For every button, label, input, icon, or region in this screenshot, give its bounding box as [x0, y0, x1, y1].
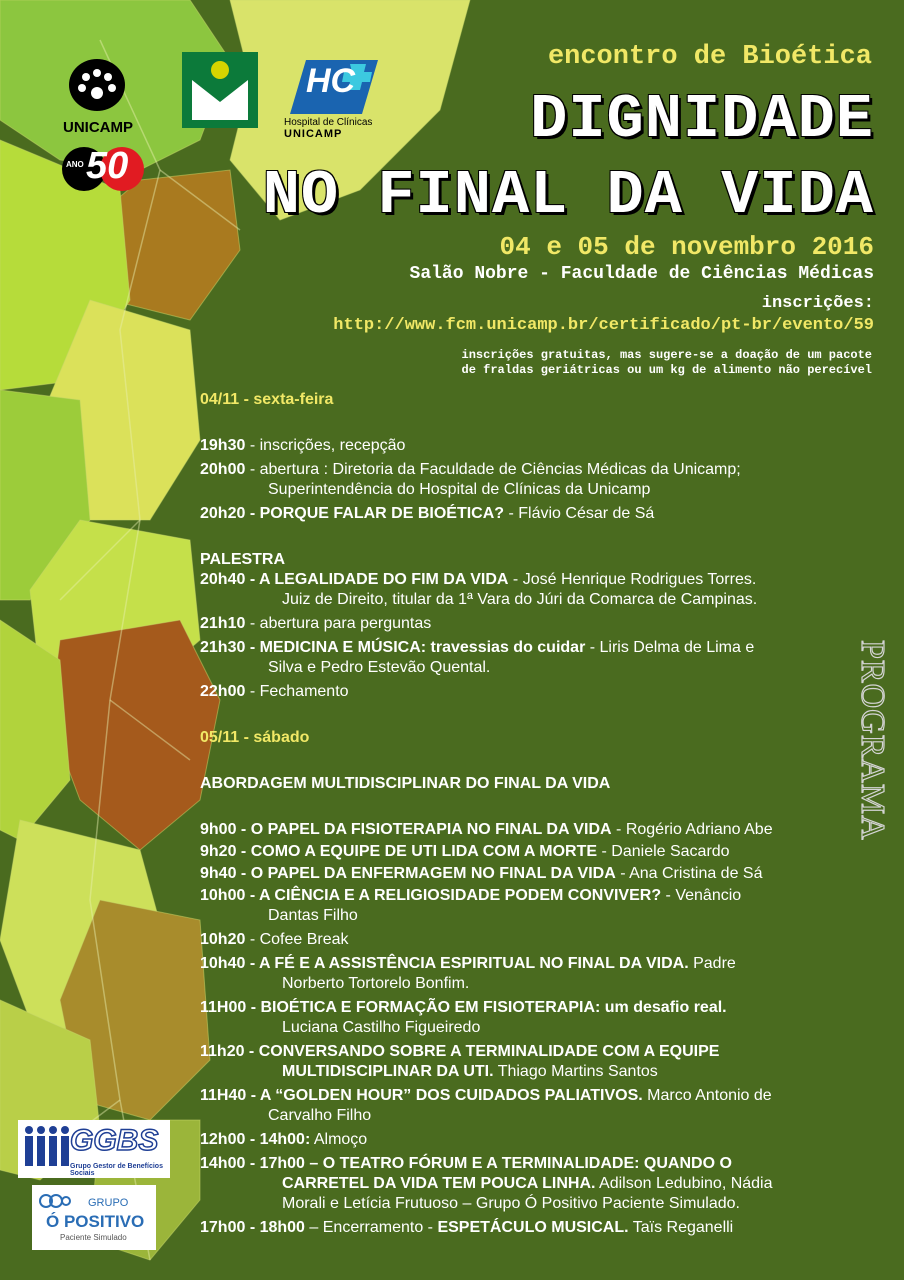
schedule-item: [200, 864, 860, 884]
schedule-item: [200, 638, 860, 658]
item-text: - Liris Delma de Lima e: [585, 639, 755, 656]
day1-heading: [200, 390, 860, 410]
schedule-item: [200, 436, 860, 456]
item-text: - Fechamento: [245, 683, 349, 700]
hc-line2: UNICAMP: [284, 128, 343, 140]
event-date: 04 e 05 de novembro 2016: [499, 232, 874, 262]
item-title: 9h40 - O PAPEL DA ENFERMAGEM NO FINAL DA VIDA: [200, 865, 616, 882]
programa-vertical-label: [852, 640, 892, 910]
item-text: - Cofee Break: [245, 931, 349, 948]
item-text: - Rogério Adriano Abe: [611, 821, 773, 838]
item-text: Adilson Ledubino, Nádia: [595, 1175, 773, 1192]
opositivo-logo: [32, 1185, 156, 1250]
item-title: 10h40 - A FÉ E A ASSISTÊNCIA ESPIRITUAL NO FINAL DA VIDA.: [200, 955, 689, 972]
item-title: ESPETÁCULO MUSICAL.: [437, 1219, 629, 1236]
day2-heading: [200, 728, 860, 748]
note-line2: de fraldas geriátricas ou um kg de alimento não perecível: [461, 363, 872, 377]
hc-line1: Hospital de Clínicas: [284, 117, 373, 128]
item-time: 21h10: [200, 615, 246, 632]
schedule-item: [200, 1154, 860, 1174]
note-line1: inscrições gratuitas, mas sugere-se a doação de um pacote: [461, 348, 872, 362]
item-title: - PORQUE FALAR DE BIOÉTICA?: [245, 505, 505, 522]
programa-vertical-text: PROGRAMA: [854, 640, 891, 841]
item-text: - abertura : Diretoria da Faculdade de Ciências Médicas da Unicamp;: [245, 461, 741, 478]
item-text: - Ana Cristina de Sá: [615, 865, 763, 882]
item-continuation: [200, 1174, 860, 1194]
ggbs-name: GGBS: [70, 1124, 159, 1157]
item-text: Almoço: [310, 1131, 368, 1148]
item-title: MULTIDISCIPLINAR DA UTI.: [282, 1063, 494, 1080]
day1-weekday: - sexta-feira: [243, 391, 334, 408]
item-text: - inscrições, recepção: [245, 437, 406, 454]
anniversary-number: 50: [86, 145, 129, 187]
item-title: - A LEGALIDADE DO FIM DA VIDA: [245, 571, 509, 588]
hc-letters: HC: [306, 62, 356, 100]
opositivo-group: GRUPO: [88, 1197, 129, 1209]
item-continuation: Luciana Castilho Figueiredo: [282, 1019, 481, 1036]
day2-weekday: - sábado: [243, 729, 310, 746]
item-time: 10h20: [200, 931, 246, 948]
item-time: 21h30: [200, 639, 246, 656]
item-title: 11H40 - A “GOLDEN HOUR” DOS CUIDADOS PALIATIVOS.: [200, 1087, 643, 1104]
item-title: 9h20 - COMO A EQUIPE DE UTI LIDA COM A MORTE: [200, 843, 598, 860]
item-continuation: Silva e Pedro Estevão Quental.: [268, 659, 491, 676]
opositivo-icon: [38, 1191, 72, 1211]
section-heading: ABORDAGEM MULTIDISCIPLINAR DO FINAL DA VIDA: [200, 775, 611, 792]
item-time: 22h00: [200, 683, 246, 700]
schedule-item: [200, 1042, 860, 1062]
section-heading: PALESTRA: [200, 551, 286, 568]
item-continuation: Morali e Letícia Frutuoso – Grupo Ó Positivo Paciente Simulado.: [282, 1195, 740, 1212]
schedule-item: [200, 570, 860, 590]
item-text: Thiago Martins Santos: [493, 1063, 658, 1080]
registration-url[interactable]: http://www.fcm.unicamp.br/certificado/pt-br/evento/59: [333, 316, 874, 335]
item-text: - José Henrique Rodrigues Torres.: [508, 571, 757, 588]
item-time: 20h20: [200, 505, 246, 522]
item-text: Marco Antonio de: [642, 1087, 772, 1104]
item-text: Taïs Reganelli: [628, 1219, 734, 1236]
opositivo-sub: Paciente Simulado: [60, 1233, 127, 1242]
schedule-item: [200, 504, 860, 524]
item-continuation: Norberto Tortorelo Bonfim.: [282, 975, 470, 992]
ggbs-full: Grupo Gestor de Benefícios Sociais: [70, 1163, 163, 1177]
day2-date: 05/11: [200, 729, 240, 746]
item-time: 19h30: [200, 437, 246, 454]
schedule-item: [200, 886, 860, 906]
item-time: 20h40: [200, 571, 246, 588]
item-continuation: Juiz de Direito, titular da 1ª Vara do Júri da Comarca de Campinas.: [282, 591, 758, 608]
item-title: - MEDICINA E MÚSICA: travessias do cuidar: [245, 639, 586, 656]
item-title: 10h00 - A CIÊNCIA E A RELIGIOSIDADE PODEM CONVIVER?: [200, 887, 662, 904]
schedule-item: [200, 820, 860, 840]
item-title: 12h00 - 14h00:: [200, 1131, 311, 1148]
unicamp-logo-text: UNICAMP: [63, 119, 133, 136]
item-title: 14h00 - 17h00 – O TEATRO FÓRUM E A TERMINALIDADE: QUANDO O: [200, 1155, 732, 1172]
event-subtitle: encontro de Bioética: [547, 42, 872, 72]
fcm-logo: [180, 50, 260, 130]
program-schedule: [200, 390, 860, 1238]
item-continuation: [200, 1062, 860, 1082]
item-title: 17h00 - 18h00: [200, 1219, 305, 1236]
item-text: - Daniele Sacardo: [597, 843, 730, 860]
event-title-line1: DIGNIDADE: [530, 84, 874, 155]
opositivo-name: Ó POSITIVO: [46, 1212, 145, 1231]
schedule-item: [200, 1218, 860, 1238]
ggbs-people-icon: [22, 1124, 72, 1170]
item-continuation: Carvalho Filho: [268, 1107, 372, 1124]
item-continuation: Superintendência do Hospital de Clínicas da Unicamp: [268, 481, 651, 498]
schedule-item: [200, 460, 860, 480]
item-text: - Venâncio: [661, 887, 742, 904]
ggbs-logo: [18, 1120, 170, 1178]
schedule-item: [200, 614, 860, 634]
item-title: 11H00 - BIOÉTICA E FORMAÇÃO EM FISIOTERAPIA: um desafio real.: [200, 999, 727, 1016]
day1-date: 04/11: [200, 391, 240, 408]
schedule-item: [200, 930, 860, 950]
item-title: 9h00 - O PAPEL DA FISIOTERAPIA NO FINAL DA VIDA: [200, 821, 612, 838]
event-title-line2: NO FINAL DA VIDA: [262, 160, 874, 231]
item-continuation: Dantas Filho: [268, 907, 358, 924]
schedule-item: [200, 1130, 860, 1150]
anniversary-small-text: ANO: [66, 160, 84, 169]
registration-label: inscrições:: [761, 294, 874, 313]
item-text: - abertura para perguntas: [245, 615, 432, 632]
schedule-item: [200, 1086, 860, 1106]
registration-note: [392, 348, 872, 378]
schedule-item: [200, 998, 860, 1018]
event-venue: Salão Nobre - Faculdade de Ciências Médicas: [409, 264, 874, 284]
schedule-item: [200, 682, 860, 702]
item-text: – Encerramento -: [304, 1219, 438, 1236]
item-text: Padre: [688, 955, 736, 972]
item-title: 11h20 - CONVERSANDO SOBRE A TERMINALIDADE COM A EQUIPE: [200, 1043, 720, 1060]
item-text: - Flávio César de Sá: [504, 505, 655, 522]
item-time: 20h00: [200, 461, 246, 478]
schedule-item: [200, 842, 860, 862]
schedule-item: [200, 954, 860, 974]
item-title: CARRETEL DA VIDA TEM POUCA LINHA.: [282, 1175, 596, 1192]
